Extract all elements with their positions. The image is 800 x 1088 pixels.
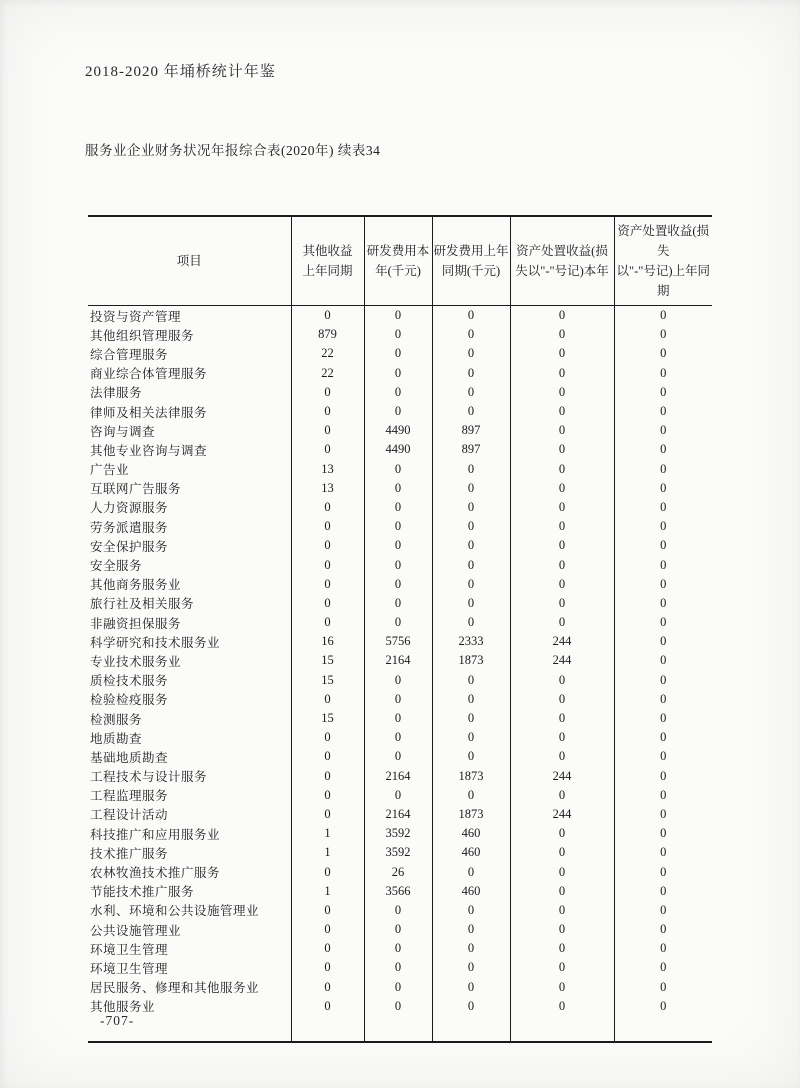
value-cell: 0 bbox=[291, 306, 364, 326]
column-header-line: 其他收益 bbox=[302, 244, 353, 258]
spacer-cell bbox=[614, 1016, 712, 1042]
value-cell: 4490 bbox=[364, 421, 432, 440]
value-cell: 0 bbox=[510, 325, 614, 344]
value-cell: 0 bbox=[510, 536, 614, 555]
value-cell: 0 bbox=[432, 555, 510, 574]
value-cell: 0 bbox=[291, 594, 364, 613]
item-cell: 投资与资产管理 bbox=[90, 309, 182, 324]
value-cell: 0 bbox=[510, 709, 614, 728]
value-cell: 0 bbox=[614, 440, 712, 459]
item-cell: 安全服务 bbox=[90, 559, 143, 574]
value-cell: 0 bbox=[614, 786, 712, 805]
item-cell: 检测服务 bbox=[90, 712, 143, 727]
table-row bbox=[88, 440, 712, 459]
value-cell: 0 bbox=[291, 536, 364, 555]
value-cell: 0 bbox=[291, 555, 364, 574]
spacer-row bbox=[88, 1016, 712, 1042]
value-cell: 879 bbox=[291, 325, 364, 344]
value-cell: 0 bbox=[432, 517, 510, 536]
value-cell: 0 bbox=[291, 575, 364, 594]
value-cell: 0 bbox=[291, 498, 364, 517]
value-cell: 0 bbox=[614, 805, 712, 824]
value-cell: 0 bbox=[291, 747, 364, 766]
value-cell: 0 bbox=[291, 690, 364, 709]
column-header bbox=[364, 216, 432, 306]
value-cell: 0 bbox=[432, 344, 510, 363]
item-cell: 法律服务 bbox=[90, 386, 143, 401]
value-cell: 0 bbox=[432, 958, 510, 977]
value-cell: 0 bbox=[291, 728, 364, 747]
value-cell: 460 bbox=[432, 843, 510, 862]
value-cell: 0 bbox=[291, 383, 364, 402]
item-cell: 基础地质勘查 bbox=[90, 750, 169, 765]
table-row bbox=[88, 958, 712, 977]
item-cell: 科学研究和技术服务业 bbox=[90, 635, 221, 650]
value-cell: 4490 bbox=[364, 440, 432, 459]
column-header-line: 研发费用上年 bbox=[433, 244, 509, 258]
spacer-cell bbox=[432, 1016, 510, 1042]
value-cell: 1873 bbox=[432, 805, 510, 824]
item-cell: 居民服务、修理和其他服务业 bbox=[90, 981, 260, 996]
value-cell: 0 bbox=[432, 671, 510, 690]
column-header-line: 同期(千元) bbox=[441, 264, 501, 278]
value-cell: 0 bbox=[614, 517, 712, 536]
value-cell: 0 bbox=[614, 555, 712, 574]
value-cell: 0 bbox=[510, 862, 614, 881]
column-header bbox=[510, 216, 614, 306]
value-cell: 0 bbox=[614, 575, 712, 594]
value-cell: 0 bbox=[291, 978, 364, 997]
table-row bbox=[88, 843, 712, 862]
value-cell: 3592 bbox=[364, 824, 432, 843]
item-cell: 检验检疫服务 bbox=[90, 693, 169, 708]
value-cell: 0 bbox=[510, 997, 614, 1016]
table-row bbox=[88, 594, 712, 613]
item-cell: 律师及相关法律服务 bbox=[90, 405, 208, 420]
table-row bbox=[88, 613, 712, 632]
item-cell: 工程技术与设计服务 bbox=[90, 770, 208, 785]
value-cell: 0 bbox=[614, 920, 712, 939]
value-cell: 460 bbox=[432, 824, 510, 843]
table-row bbox=[88, 728, 712, 747]
table-row bbox=[88, 671, 712, 690]
value-cell: 0 bbox=[432, 728, 510, 747]
value-cell: 0 bbox=[614, 882, 712, 901]
yearbook-header: 2018-2020 年埇桥统计年鉴 bbox=[85, 64, 276, 80]
table-body bbox=[88, 306, 712, 1042]
value-cell: 0 bbox=[614, 939, 712, 958]
value-cell: 0 bbox=[510, 747, 614, 766]
value-cell: 0 bbox=[510, 383, 614, 402]
value-cell: 0 bbox=[614, 498, 712, 517]
column-header bbox=[614, 216, 712, 306]
value-cell: 0 bbox=[432, 325, 510, 344]
value-cell: 0 bbox=[510, 958, 614, 977]
value-cell: 0 bbox=[291, 997, 364, 1016]
value-cell: 244 bbox=[510, 651, 614, 670]
value-cell: 0 bbox=[364, 344, 432, 363]
value-cell: 0 bbox=[364, 901, 432, 920]
value-cell: 0 bbox=[432, 613, 510, 632]
table-row bbox=[88, 709, 712, 728]
table-row bbox=[88, 325, 712, 344]
value-cell: 0 bbox=[510, 728, 614, 747]
table-row bbox=[88, 344, 712, 363]
value-cell: 0 bbox=[364, 613, 432, 632]
value-cell: 0 bbox=[432, 690, 510, 709]
value-cell: 0 bbox=[614, 709, 712, 728]
item-cell: 人力资源服务 bbox=[90, 501, 169, 516]
item-cell: 其他服务业 bbox=[90, 1000, 156, 1015]
value-cell: 0 bbox=[364, 498, 432, 517]
value-cell: 15 bbox=[291, 651, 364, 670]
spacer-cell bbox=[364, 1016, 432, 1042]
item-cell: 节能技术推广服务 bbox=[90, 885, 195, 900]
value-cell: 3566 bbox=[364, 882, 432, 901]
item-cell: 商业综合体管理服务 bbox=[90, 367, 208, 382]
value-cell: 0 bbox=[614, 978, 712, 997]
column-header bbox=[88, 216, 291, 306]
value-cell: 0 bbox=[291, 958, 364, 977]
value-cell: 0 bbox=[614, 421, 712, 440]
value-cell: 244 bbox=[510, 805, 614, 824]
value-cell: 0 bbox=[510, 613, 614, 632]
column-header-line: 项目 bbox=[176, 254, 202, 268]
value-cell: 0 bbox=[510, 517, 614, 536]
value-cell: 2164 bbox=[364, 805, 432, 824]
value-cell: 0 bbox=[364, 306, 432, 326]
value-cell: 0 bbox=[614, 344, 712, 363]
value-cell: 0 bbox=[510, 498, 614, 517]
value-cell: 0 bbox=[510, 824, 614, 843]
value-cell: 0 bbox=[364, 325, 432, 344]
value-cell: 0 bbox=[291, 939, 364, 958]
value-cell: 0 bbox=[432, 575, 510, 594]
value-cell: 0 bbox=[432, 862, 510, 881]
value-cell: 0 bbox=[614, 402, 712, 421]
value-cell: 0 bbox=[364, 383, 432, 402]
value-cell: 0 bbox=[291, 767, 364, 786]
column-header-line: 以"-"号记)上年同期 bbox=[616, 264, 711, 298]
item-cell: 其他组织管理服务 bbox=[90, 328, 195, 343]
value-cell: 0 bbox=[291, 613, 364, 632]
item-cell: 地质勘查 bbox=[90, 731, 143, 746]
table-row bbox=[88, 632, 712, 651]
value-cell: 0 bbox=[364, 709, 432, 728]
table-row bbox=[88, 364, 712, 383]
column-header-line: 上年同期 bbox=[302, 264, 353, 278]
table-row bbox=[88, 805, 712, 824]
value-cell: 0 bbox=[364, 690, 432, 709]
value-cell: 0 bbox=[364, 364, 432, 383]
column-header-line: 失以"-"号记)本年 bbox=[515, 264, 609, 278]
value-cell: 26 bbox=[364, 862, 432, 881]
value-cell: 0 bbox=[432, 747, 510, 766]
value-cell: 0 bbox=[614, 479, 712, 498]
value-cell: 3592 bbox=[364, 843, 432, 862]
item-cell: 综合管理服务 bbox=[90, 347, 169, 362]
value-cell: 244 bbox=[510, 767, 614, 786]
value-cell: 0 bbox=[510, 364, 614, 383]
value-cell: 0 bbox=[364, 978, 432, 997]
value-cell: 0 bbox=[432, 536, 510, 555]
value-cell: 0 bbox=[364, 517, 432, 536]
value-cell: 0 bbox=[432, 479, 510, 498]
table-row bbox=[88, 575, 712, 594]
value-cell: 0 bbox=[432, 786, 510, 805]
value-cell: 0 bbox=[364, 555, 432, 574]
item-cell: 劳务派遣服务 bbox=[90, 520, 169, 535]
value-cell: 0 bbox=[364, 958, 432, 977]
column-header bbox=[432, 216, 510, 306]
item-cell: 其他专业咨询与调查 bbox=[90, 443, 208, 458]
value-cell: 0 bbox=[510, 786, 614, 805]
value-cell: 0 bbox=[432, 402, 510, 421]
value-cell: 0 bbox=[510, 421, 614, 440]
value-cell: 0 bbox=[614, 364, 712, 383]
value-cell: 0 bbox=[510, 882, 614, 901]
value-cell: 15 bbox=[291, 709, 364, 728]
table-row bbox=[88, 517, 712, 536]
table-row bbox=[88, 824, 712, 843]
table-row bbox=[88, 978, 712, 997]
table-row bbox=[88, 920, 712, 939]
value-cell: 1873 bbox=[432, 767, 510, 786]
value-cell: 0 bbox=[614, 901, 712, 920]
value-cell: 0 bbox=[364, 460, 432, 479]
value-cell: 0 bbox=[614, 747, 712, 766]
value-cell: 2164 bbox=[364, 651, 432, 670]
value-cell: 0 bbox=[510, 479, 614, 498]
table-row bbox=[88, 882, 712, 901]
value-cell: 897 bbox=[432, 440, 510, 459]
value-cell: 0 bbox=[614, 690, 712, 709]
value-cell: 0 bbox=[364, 594, 432, 613]
spacer-cell bbox=[291, 1016, 364, 1042]
table-row bbox=[88, 997, 712, 1016]
value-cell: 13 bbox=[291, 479, 364, 498]
column-header-line: 资产处置收益(损失 bbox=[617, 224, 710, 258]
table-row bbox=[88, 901, 712, 920]
item-cell: 安全保护服务 bbox=[90, 539, 169, 554]
value-cell: 0 bbox=[291, 862, 364, 881]
value-cell: 0 bbox=[432, 383, 510, 402]
value-cell: 0 bbox=[432, 498, 510, 517]
item-cell: 技术推广服务 bbox=[90, 846, 169, 861]
table-row bbox=[88, 747, 712, 766]
value-cell: 0 bbox=[510, 939, 614, 958]
value-cell: 0 bbox=[432, 997, 510, 1016]
value-cell: 0 bbox=[614, 632, 712, 651]
value-cell: 0 bbox=[614, 594, 712, 613]
value-cell: 0 bbox=[510, 306, 614, 326]
value-cell: 0 bbox=[432, 709, 510, 728]
column-header-line: 资产处置收益(损 bbox=[516, 244, 608, 258]
value-cell: 0 bbox=[364, 402, 432, 421]
value-cell: 0 bbox=[432, 594, 510, 613]
value-cell: 16 bbox=[291, 632, 364, 651]
column-header-line: 研发费用本 bbox=[366, 244, 430, 258]
value-cell: 0 bbox=[614, 325, 712, 344]
item-cell: 科技推广和应用服务业 bbox=[90, 827, 221, 842]
value-cell: 0 bbox=[614, 862, 712, 881]
value-cell: 0 bbox=[291, 805, 364, 824]
value-cell: 13 bbox=[291, 460, 364, 479]
value-cell: 0 bbox=[291, 402, 364, 421]
financial-table bbox=[88, 215, 712, 1043]
value-cell: 0 bbox=[291, 920, 364, 939]
value-cell: 0 bbox=[614, 767, 712, 786]
value-cell: 0 bbox=[614, 651, 712, 670]
value-cell: 0 bbox=[510, 978, 614, 997]
value-cell: 0 bbox=[614, 958, 712, 977]
table-row bbox=[88, 402, 712, 421]
header-row bbox=[88, 216, 712, 306]
value-cell: 0 bbox=[510, 575, 614, 594]
table-title: 服务业企业财务状况年报综合表(2020年) 续表34 bbox=[85, 143, 381, 158]
value-cell: 0 bbox=[291, 517, 364, 536]
value-cell: 2333 bbox=[432, 632, 510, 651]
page-number: -707- bbox=[100, 1013, 135, 1028]
value-cell: 0 bbox=[364, 747, 432, 766]
value-cell: 0 bbox=[510, 843, 614, 862]
table-row bbox=[88, 479, 712, 498]
value-cell: 0 bbox=[614, 460, 712, 479]
column-header-line: 年(千元) bbox=[375, 264, 421, 278]
value-cell: 0 bbox=[510, 671, 614, 690]
value-cell: 0 bbox=[510, 594, 614, 613]
value-cell: 0 bbox=[364, 536, 432, 555]
value-cell: 0 bbox=[510, 920, 614, 939]
table-row bbox=[88, 651, 712, 670]
item-cell: 互联网广告服务 bbox=[90, 482, 182, 497]
value-cell: 22 bbox=[291, 364, 364, 383]
item-cell: 非融资担保服务 bbox=[90, 616, 182, 631]
value-cell: 0 bbox=[432, 901, 510, 920]
table-row bbox=[88, 786, 712, 805]
value-cell: 1873 bbox=[432, 651, 510, 670]
value-cell: 0 bbox=[291, 786, 364, 805]
table-row bbox=[88, 498, 712, 517]
value-cell: 0 bbox=[291, 421, 364, 440]
item-cell: 其他商务服务业 bbox=[90, 578, 182, 593]
column-header bbox=[291, 216, 364, 306]
table-row bbox=[88, 306, 712, 326]
table-row bbox=[88, 421, 712, 440]
value-cell: 2164 bbox=[364, 767, 432, 786]
value-cell: 0 bbox=[432, 460, 510, 479]
value-cell: 244 bbox=[510, 632, 614, 651]
value-cell: 0 bbox=[614, 383, 712, 402]
table-row bbox=[88, 460, 712, 479]
value-cell: 0 bbox=[432, 306, 510, 326]
value-cell: 0 bbox=[364, 671, 432, 690]
value-cell: 0 bbox=[510, 555, 614, 574]
item-cell: 咨询与调查 bbox=[90, 424, 156, 439]
item-cell: 环境卫生管理 bbox=[90, 961, 169, 976]
value-cell: 0 bbox=[432, 364, 510, 383]
item-cell: 广告业 bbox=[90, 463, 130, 478]
table-row bbox=[88, 862, 712, 881]
value-cell: 0 bbox=[614, 997, 712, 1016]
value-cell: 0 bbox=[510, 344, 614, 363]
value-cell: 0 bbox=[291, 901, 364, 920]
item-cell: 专业技术服务业 bbox=[90, 654, 182, 669]
table-row bbox=[88, 690, 712, 709]
value-cell: 0 bbox=[614, 306, 712, 326]
table-row bbox=[88, 383, 712, 402]
value-cell: 0 bbox=[364, 786, 432, 805]
item-cell: 公共设施管理业 bbox=[90, 923, 182, 938]
value-cell: 0 bbox=[614, 671, 712, 690]
value-cell: 0 bbox=[364, 920, 432, 939]
value-cell: 0 bbox=[510, 440, 614, 459]
item-cell: 工程设计活动 bbox=[90, 808, 169, 823]
value-cell: 1 bbox=[291, 824, 364, 843]
table-row bbox=[88, 536, 712, 555]
value-cell: 1 bbox=[291, 882, 364, 901]
item-cell: 农林牧渔技术推广服务 bbox=[90, 866, 221, 881]
value-cell: 0 bbox=[614, 536, 712, 555]
value-cell: 1 bbox=[291, 843, 364, 862]
table-header bbox=[88, 216, 712, 306]
value-cell: 0 bbox=[614, 843, 712, 862]
value-cell: 0 bbox=[364, 728, 432, 747]
value-cell: 0 bbox=[364, 939, 432, 958]
table-row bbox=[88, 767, 712, 786]
value-cell: 897 bbox=[432, 421, 510, 440]
item-cell: 水利、环境和公共设施管理业 bbox=[90, 904, 260, 919]
table-row bbox=[88, 555, 712, 574]
value-cell: 0 bbox=[510, 901, 614, 920]
value-cell: 0 bbox=[291, 440, 364, 459]
value-cell: 0 bbox=[510, 460, 614, 479]
item-cell: 旅行社及相关服务 bbox=[90, 597, 195, 612]
value-cell: 460 bbox=[432, 882, 510, 901]
value-cell: 0 bbox=[432, 939, 510, 958]
value-cell: 5756 bbox=[364, 632, 432, 651]
value-cell: 0 bbox=[364, 575, 432, 594]
value-cell: 0 bbox=[614, 728, 712, 747]
value-cell: 0 bbox=[364, 479, 432, 498]
item-cell: 质检技术服务 bbox=[90, 674, 169, 689]
value-cell: 0 bbox=[510, 690, 614, 709]
item-cell: 环境卫生管理 bbox=[90, 942, 169, 957]
value-cell: 0 bbox=[364, 997, 432, 1016]
value-cell: 15 bbox=[291, 671, 364, 690]
value-cell: 0 bbox=[432, 920, 510, 939]
spacer-cell bbox=[510, 1016, 614, 1042]
table-row bbox=[88, 939, 712, 958]
value-cell: 0 bbox=[432, 978, 510, 997]
value-cell: 0 bbox=[614, 824, 712, 843]
value-cell: 0 bbox=[614, 613, 712, 632]
value-cell: 22 bbox=[291, 344, 364, 363]
value-cell: 0 bbox=[510, 402, 614, 421]
item-cell: 工程监理服务 bbox=[90, 789, 169, 804]
